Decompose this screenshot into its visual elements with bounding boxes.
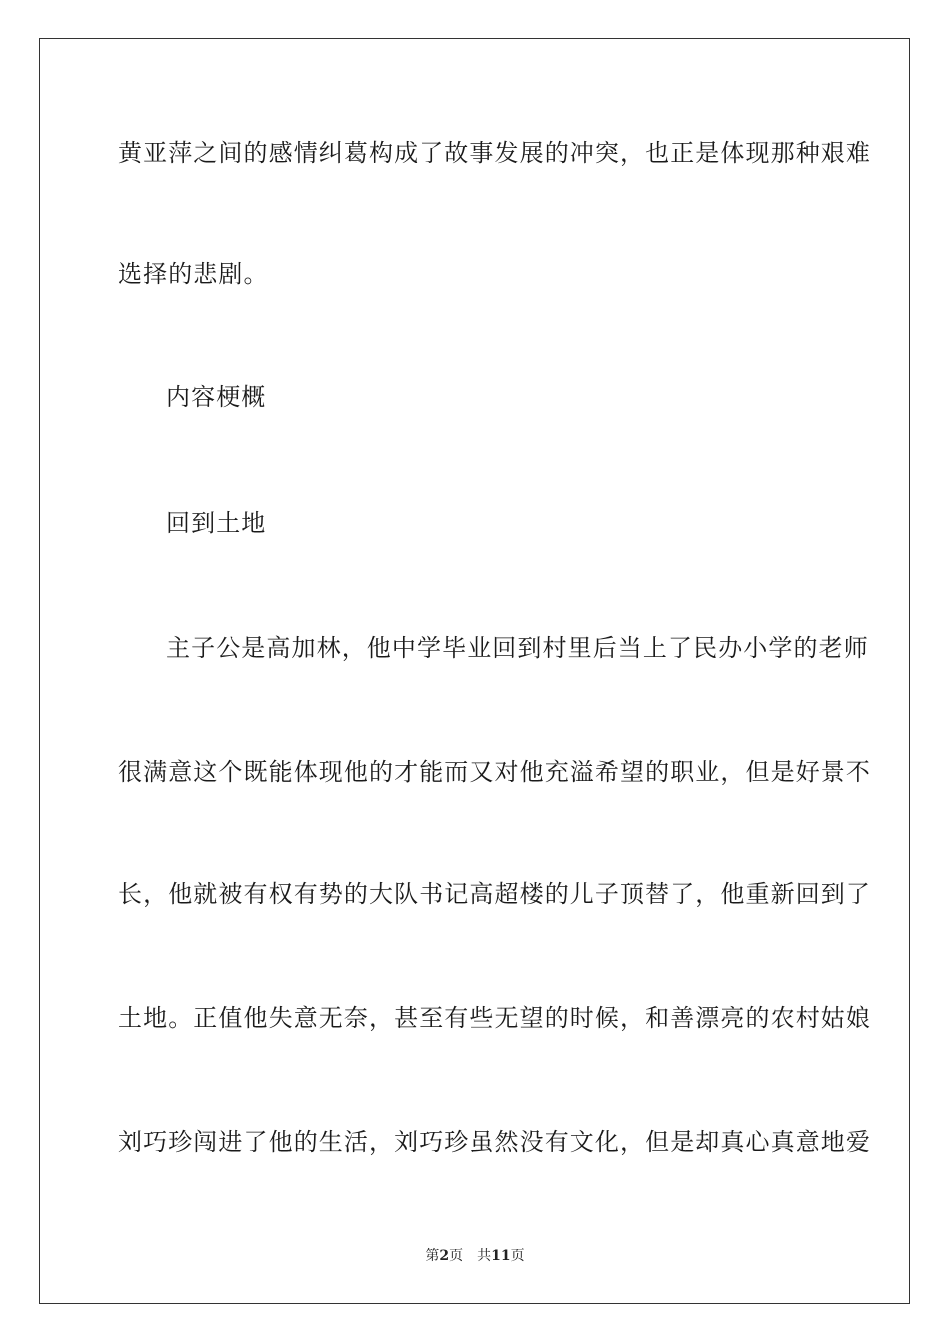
total-pages: 11 — [491, 1248, 511, 1264]
page-footer — [0, 1247, 950, 1265]
paragraph-line: 很满意这个既能体现他的才能而又对他充溢希望的职业，但是好景不 — [118, 758, 871, 786]
paragraph-line: 主子公是高加林，他中学毕业回到村里后当上了民办小学的老师 — [166, 634, 869, 662]
paragraph-line: 黄亚萍之间的感情纠葛构成了故事发展的冲突，也正是体现那种艰难 — [118, 139, 871, 167]
total-suffix: 页 — [510, 1248, 525, 1264]
page-suffix: 页 — [449, 1248, 464, 1264]
paragraph-line: 长，他就被有权有势的大队书记高超楼的儿子顶替了，他重新回到了 — [118, 880, 871, 908]
page-frame — [39, 38, 910, 1304]
page-number: 2 — [439, 1248, 450, 1264]
total-prefix: 共 — [477, 1248, 492, 1264]
section-heading: 内容梗概 — [166, 383, 267, 411]
paragraph-line: 选择的悲剧。 — [118, 260, 269, 288]
paragraph-line: 土地。正值他失意无奈，甚至有些无望的时候，和善漂亮的农村姑娘 — [118, 1004, 871, 1032]
paragraph-line: 刘巧珍闯进了他的生活，刘巧珍虽然没有文化，但是却真心真意地爱 — [118, 1128, 871, 1156]
page-prefix: 第 — [425, 1248, 440, 1264]
section-subheading: 回到土地 — [166, 509, 267, 537]
